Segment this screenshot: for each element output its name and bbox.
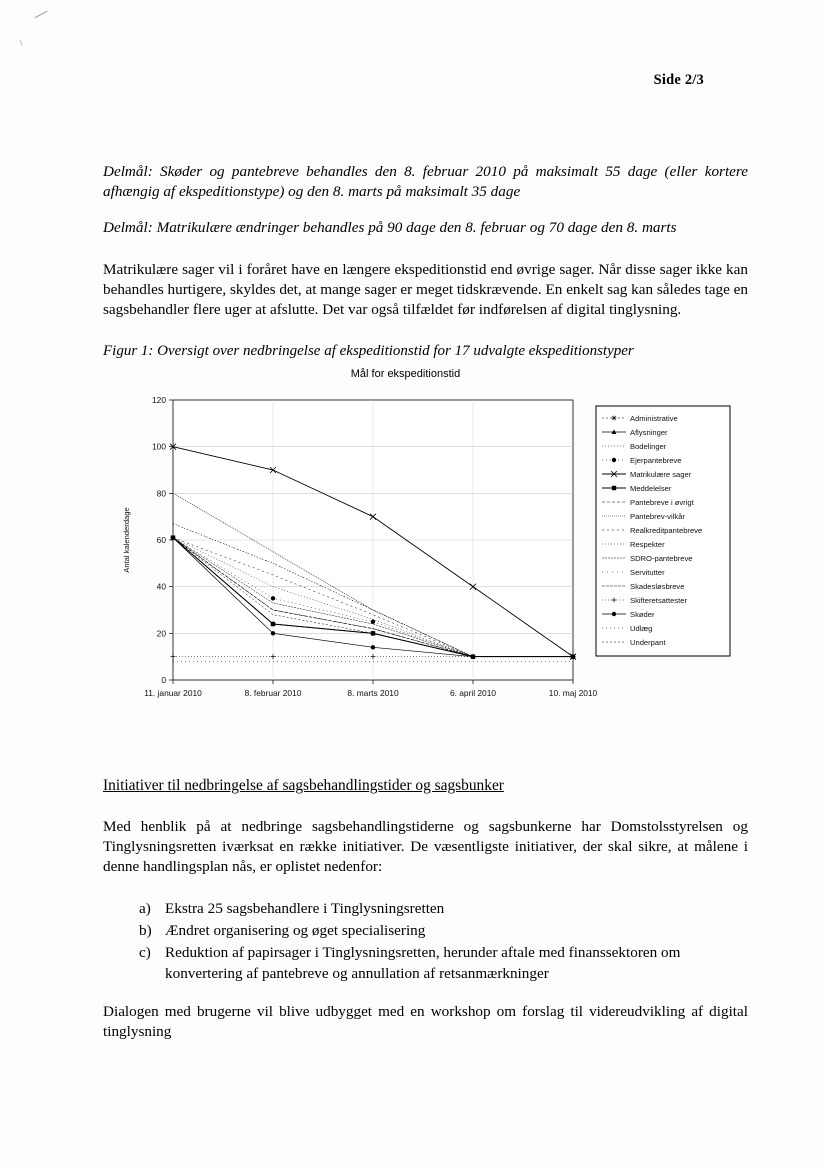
scan-artifact-mark <box>35 11 48 18</box>
list-item <box>139 899 748 919</box>
svg-text:60: 60 <box>156 535 166 546</box>
list-text: Reduktion af papirsager i Tinglysningsretten, herunder aftale med finanssektoren om konvertering af pantebreve og annullation af retsanmærkninger <box>165 944 681 982</box>
svg-text:Meddelelser: Meddelelser <box>630 484 672 494</box>
document-content <box>103 162 748 1064</box>
svg-text:100: 100 <box>152 441 166 452</box>
list-marker: a) <box>139 899 151 917</box>
body-paragraph-1: Matrikulære sager vil i foråret have en længere ekspeditionstid end øvrige sager. Når disse sager ikke kan behandles hurtigere, skyldes det, at mange sager er meget tidskrævende. En enkelt sag kan således tage en sagsbehandler flere uger at afslutte. Det var også tilfældet før indførelsen af digital tinglysning. <box>103 261 748 319</box>
svg-text:Udlæg: Udlæg <box>630 624 653 634</box>
svg-text:Pantebrev-vilkår: Pantebrev-vilkår <box>630 512 685 522</box>
svg-text:11. januar 2010: 11. januar 2010 <box>144 688 202 699</box>
svg-text:Respekter: Respekter <box>630 540 665 550</box>
chart-svg <box>103 390 748 750</box>
svg-text:Matrikulære sager: Matrikulære sager <box>630 470 692 480</box>
svg-text:8. februar 2010: 8. februar 2010 <box>244 688 302 699</box>
svg-text:0: 0 <box>161 675 166 686</box>
svg-text:120: 120 <box>152 395 166 406</box>
figure-caption: Figur 1: Oversigt over nedbringelse af ekspeditionstid for 17 udvalgte ekspeditionstyper <box>103 343 634 360</box>
svg-text:Bodelinger: Bodelinger <box>630 442 667 452</box>
section-heading: Initiativer til nedbringelse af sagsbehandlingstider og sagsbunker <box>103 777 504 795</box>
initiatives-list <box>103 899 748 984</box>
subgoal-paragraph-2: Delmål: Matrikulære ændringer behandles på 90 dage den 8. februar og 70 dage den 8. marts <box>103 219 677 237</box>
body-paragraph-3: Dialogen med brugerne vil blive udbygget med en workshop om forslag til videreudvikling af digital tinglysning <box>103 1003 748 1041</box>
svg-text:6. april 2010: 6. april 2010 <box>449 688 497 699</box>
svg-text:SDRO-pantebreve: SDRO-pantebreve <box>630 554 693 564</box>
svg-text:Skøder: Skøder <box>630 610 655 620</box>
list-marker: b) <box>139 922 152 940</box>
svg-text:20: 20 <box>156 628 166 639</box>
chart-title: Mål for ekspeditionstid <box>350 368 461 381</box>
list-text: Ændret organisering og øget specialisering <box>165 922 426 940</box>
svg-text:Realkreditpantebreve: Realkreditpantebreve <box>630 526 703 536</box>
scan-artifact-mark-2 <box>20 40 23 46</box>
list-text: Ekstra 25 sagsbehandlere i Tinglysningsretten <box>165 899 445 917</box>
svg-text:Antal kalenderdage: Antal kalenderdage <box>122 507 131 573</box>
subgoal-paragraph-1: Delmål: Skøder og pantebreve behandles den 8. februar 2010 på maksimalt 55 dage (eller kortere afhængig af ekspeditionstype) og den 8. marts på maksimalt 35 dage <box>103 163 748 201</box>
svg-text:Aflysninger: Aflysninger <box>630 428 668 438</box>
list-marker: c) <box>139 944 151 962</box>
list-item <box>139 921 748 941</box>
svg-text:Servitutter: Servitutter <box>630 568 665 578</box>
svg-text:Ejerpantebreve: Ejerpantebreve <box>630 456 682 466</box>
page-number: Side 2/3 <box>653 72 704 88</box>
svg-text:Skifteretsattester: Skifteretsattester <box>630 596 687 606</box>
svg-text:Administrative: Administrative <box>630 414 678 424</box>
svg-text:8. marts 2010: 8. marts 2010 <box>347 688 399 699</box>
svg-text:Skadesløsbreve: Skadesløsbreve <box>630 582 685 592</box>
svg-text:80: 80 <box>156 488 166 499</box>
body-paragraph-2: Med henblik på at nedbringe sagsbehandlingstiderne og sagsbunkerne har Domstolsstyrelsen og Tinglysningsretten iværksat en række initiativer. De væsentligste initiativer, der skal sikre, at målene i denne handlingsplan nås, er oplistet nedenfor: <box>103 817 748 875</box>
chart-canvas <box>103 390 748 750</box>
figure-chart <box>103 368 748 758</box>
svg-text:10. maj 2010: 10. maj 2010 <box>548 688 598 699</box>
list-item <box>139 943 748 984</box>
svg-text:Underpant: Underpant <box>630 638 666 648</box>
svg-text:40: 40 <box>156 581 166 592</box>
svg-text:Pantebreve i øvrigt: Pantebreve i øvrigt <box>630 498 694 508</box>
